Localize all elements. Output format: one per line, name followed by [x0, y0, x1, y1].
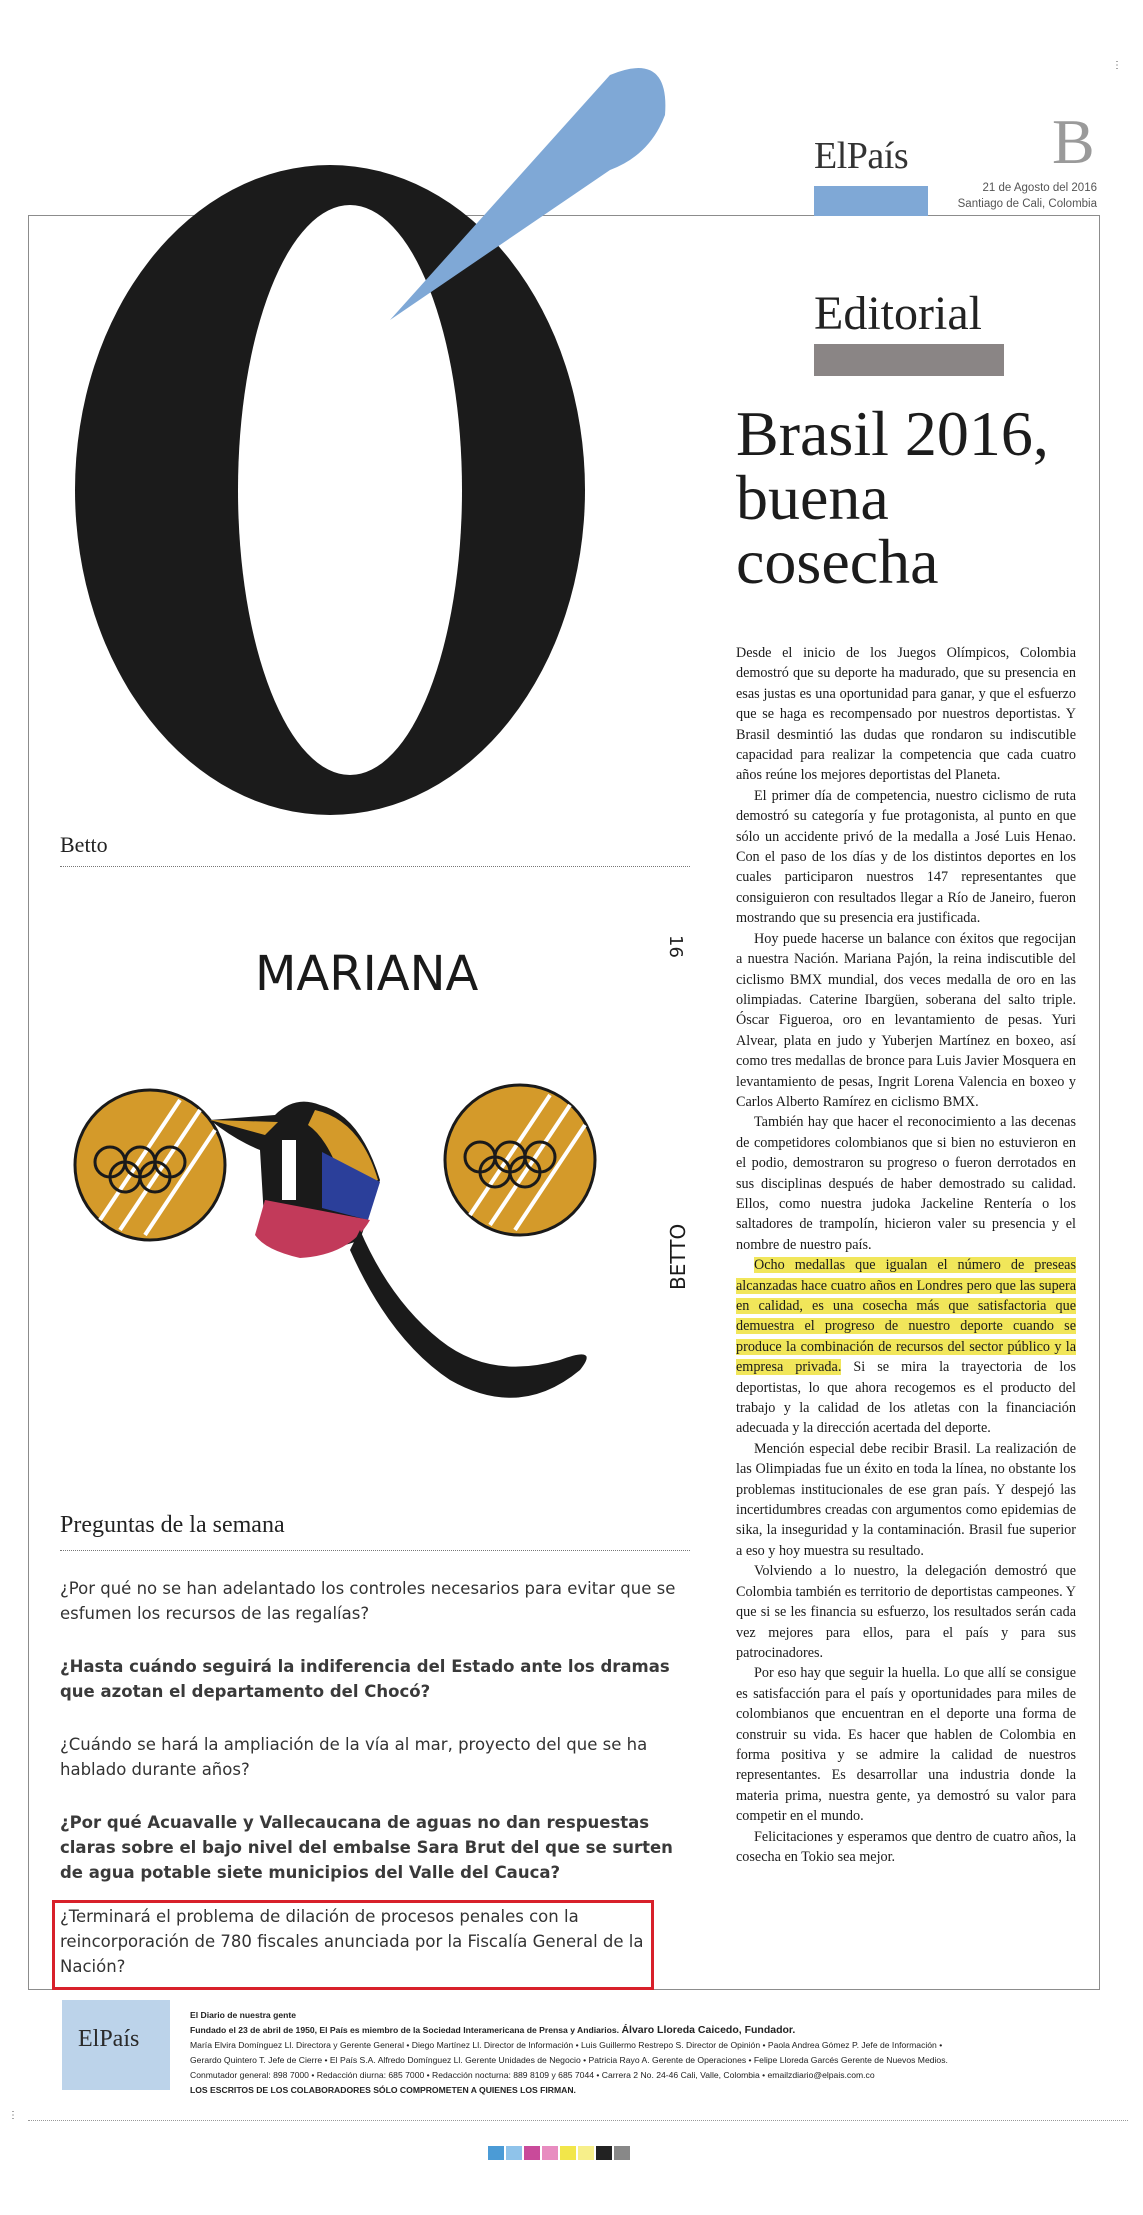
cartoon-illustration: [60, 890, 690, 1470]
headline-line: cosecha: [736, 526, 939, 597]
paragraph: Felicitaciones y esperamos que dentro de cuatro años, la cosecha en Tokio sea mejor.: [736, 1828, 1076, 1865]
question-item: ¿Por qué Acuavalle y Vallecaucana de aguas no dan respuestas claras sobre el bajo nivel del embalse Sara Brut del que se surten de agua potable siete municipios del Valle del Cauca?: [60, 1813, 673, 1882]
footer-line: María Elvira Domínguez Ll. Directora y Gerente General • Diego Martínez Ll. Director de Información • Luis Guillermo Restrepo S. Director de Opinión • Paola Andrea Gómez P. Jefe de Información •: [190, 2040, 943, 2050]
questions-title: Preguntas de la semana: [60, 1512, 285, 1538]
footer-tagline: El Diario de nuestra gente: [190, 2010, 297, 2020]
color-swatch: [578, 2146, 594, 2160]
masthead-logo: ElPaís: [814, 135, 909, 177]
color-swatch: [596, 2146, 612, 2160]
headline-line: Brasil 2016,: [736, 398, 1049, 469]
paragraph: Mención especial debe recibir Brasil. La realización de las Olimpiadas fue un éxito en toda la línea, no obstante los problemas institucionales de ese gran país. Y despejó las incertidumbres creadas con argumentos como epidemias de sika, la inseguridad y la contaminación. Brasil fue superior a eso y hoy muestra su resultado.: [736, 1440, 1076, 1559]
cartoon-caption: MARIANA: [255, 946, 479, 1002]
footer-founded: Fundado el 23 de abril de 1950, El País es miembro de la Sociedad Interamericana de Prensa y Andiarios.: [190, 2025, 620, 2035]
highlighted-text: Ocho medallas que igualan el número de preseas alcanzadas hace cuatro años en Londres pero que las supera en calidad, es una cosecha más que satisfactoria que demuestra el progreso de nuestro deporte cuando se produce la combinación de recursos del sector público y la empresa privada.: [736, 1257, 1076, 1376]
footer-logo: ElPaís: [78, 2026, 140, 2052]
masthead-date: [958, 181, 1097, 212]
gold-medal-icon: [75, 1090, 225, 1240]
headline-line: buena: [736, 462, 889, 533]
print-color-swatches: [488, 2146, 630, 2160]
paragraph: [736, 1255, 1076, 1439]
divider: [28, 2120, 1128, 2121]
question-item[interactable]: ¿Terminará el problema de dilación de procesos penales con la reincorporación de 780 fiscales anunciada por la Fiscalía General de la Nación?: [60, 1907, 644, 1976]
color-swatch: [542, 2146, 558, 2160]
gold-medal-icon: [445, 1085, 595, 1235]
paragraph: Volviendo a lo nuestro, la delegación demostró que Colombia también es territorio de deportistas campeones. Y que si se les financia su esfuerzo, los resultados serán cada vez mejores para ellos, para el país y para sus patrocinadores.: [736, 1563, 1076, 1661]
color-swatch: [560, 2146, 576, 2160]
footer-line: Gerardo Quintero T. Jefe de Cierre • El País S.A. Alfredo Domínguez Ll. Gerente Unidades de Negocio • Patricia Rayo A. Gerente de Operaciones • Felipe Lloreda Garcés Gerente de Nuevos Medios.: [190, 2055, 948, 2065]
section-letter: B: [1052, 106, 1095, 177]
divider: [60, 866, 690, 867]
section-bar: [814, 344, 1004, 376]
color-swatch: [488, 2146, 504, 2160]
footer-credits: [190, 2008, 1070, 2098]
date-text: 21 de Agosto del 2016: [982, 182, 1097, 194]
question-item: ¿Cuándo se hará la ampliación de la vía al mar, proyecto del que se ha hablado durante años?: [60, 1735, 648, 1779]
cartoon-page-mark: 16: [665, 935, 686, 958]
location-text: Santiago de Cali, Colombia: [957, 197, 1097, 210]
paragraph: Desde el inicio de los Juegos Olímpicos, Colombia demostró que su deporte ha madurado, que su presencia en esas justas es una oportunidad para ganar, y que el esfuerzo que se haga es recompensado por nuestros deportistas. Y Brasil desmintió las dudas que rondaron su indiscutible capacidad para realizar la competencia que cada cuatro años reúne los mejores deportistas del Planeta.: [736, 645, 1076, 784]
footer-line: [190, 2023, 1070, 2038]
paragraph: Hoy puede hacerse un balance con éxitos que regocijan a nuestra Nación. Mariana Pajón, la reina indiscutible del ciclismo BMX mundial, dos veces medalla de oro en las olimpiadas. Caterine Ibargüen, soberana del salto triple. Óscar Figueroa, oro en levantamiento de pesas. Yuri Alvear, plata en judo y Yuberjen Martínez en boxeo, así como tres medallas de bronce para Luis Javier Mosquera en levantamiento de pesas, Ingrit Lorena Valencia en boxeo y Carlos Alberto Ramírez en ciclismo BMX.: [736, 930, 1076, 1110]
section-title: Editorial: [814, 287, 982, 340]
footer-line: Conmutador general: 898 7000 • Redacción diurna: 685 7000 • Redacción nocturna: 889 8109 y 685 7044 • Carrera 2 No. 24-46 Cali, Valle, Colombia • emailzdiario@elpais.com.co: [190, 2070, 875, 2080]
paragraph-tail: Si se mira la trayectoria de los deportistas, lo que ahora recogemos es el producto del trabajo y la calidad de los atletas con la financiación adecuada y la dirección acertada del deporte.: [736, 1359, 1076, 1437]
footer-line: LOS ESCRITOS DE LOS COLABORADORES SÓLO COMPROMETEN A QUIENES LOS FIRMAN.: [190, 2085, 576, 2095]
color-swatch: [524, 2146, 540, 2160]
cartoon-section-title: Betto: [60, 832, 108, 857]
color-swatch: [506, 2146, 522, 2160]
editorial-headline: [736, 398, 1076, 597]
side-dots-icon: ⋮: [8, 2110, 18, 2121]
paragraph: El primer día de competencia, nuestro ciclismo de ruta demostró su categoría y fue protagonista, al punto en que sólo un accidente privó de la medalla a José Luis Henao. Con el paso de los días y de los distintos deportes en los cuales participaron nuestros 147 representantes que consiguieron con resultados llegar a Río de Janeiro, fueron mostrando que su presencia era justificada.: [736, 787, 1076, 927]
paragraph: También hay que hacer el reconocimiento a las decenas de competidores colombianos que si bien no estuvieron en el podio, demostraron su progreso o fueron derrotados en sus disciplinas después de haber demostrado su calidad. Ellos, como nuestra judoka Jackeline Rentería o los saltadores de trampolín, hicieron valer su presencia y el nombre de nuestro país.: [736, 1114, 1076, 1253]
side-dots-icon: ⋮: [1112, 60, 1122, 71]
cartoonist-signature: BETTO: [666, 1223, 690, 1290]
divider: [60, 1550, 690, 1551]
footer-founder: Álvaro Lloreda Caicedo, Fundador.: [621, 2024, 796, 2036]
question-item: ¿Por qué no se han adelantado los controles necesarios para evitar que se esfumen los recursos de las regalías?: [60, 1579, 676, 1623]
editorial-body: [736, 643, 1076, 1867]
selected-question-highlight: [52, 1900, 654, 1990]
color-swatch: [614, 2146, 630, 2160]
big-o-illustration: [50, 60, 730, 820]
paragraph: Por eso hay que seguir la huella. Lo que allí se consigue es satisfacción para el país y oportunidades para miles de colombianos que encuentran en el deporte una forma de construir su vida. Es hacer que hablen de Colombia en forma positiva y se admire la calidad de nuestros representantes. Es desarrollar una industria donde la materia prima, nuestra gente, ya demostró su valor para competir en el mundo.: [736, 1665, 1076, 1825]
masthead-bar: [814, 186, 928, 216]
question-item: ¿Hasta cuándo seguirá la indiferencia del Estado ante los dramas que azotan el departamento del Chocó?: [60, 1657, 670, 1701]
